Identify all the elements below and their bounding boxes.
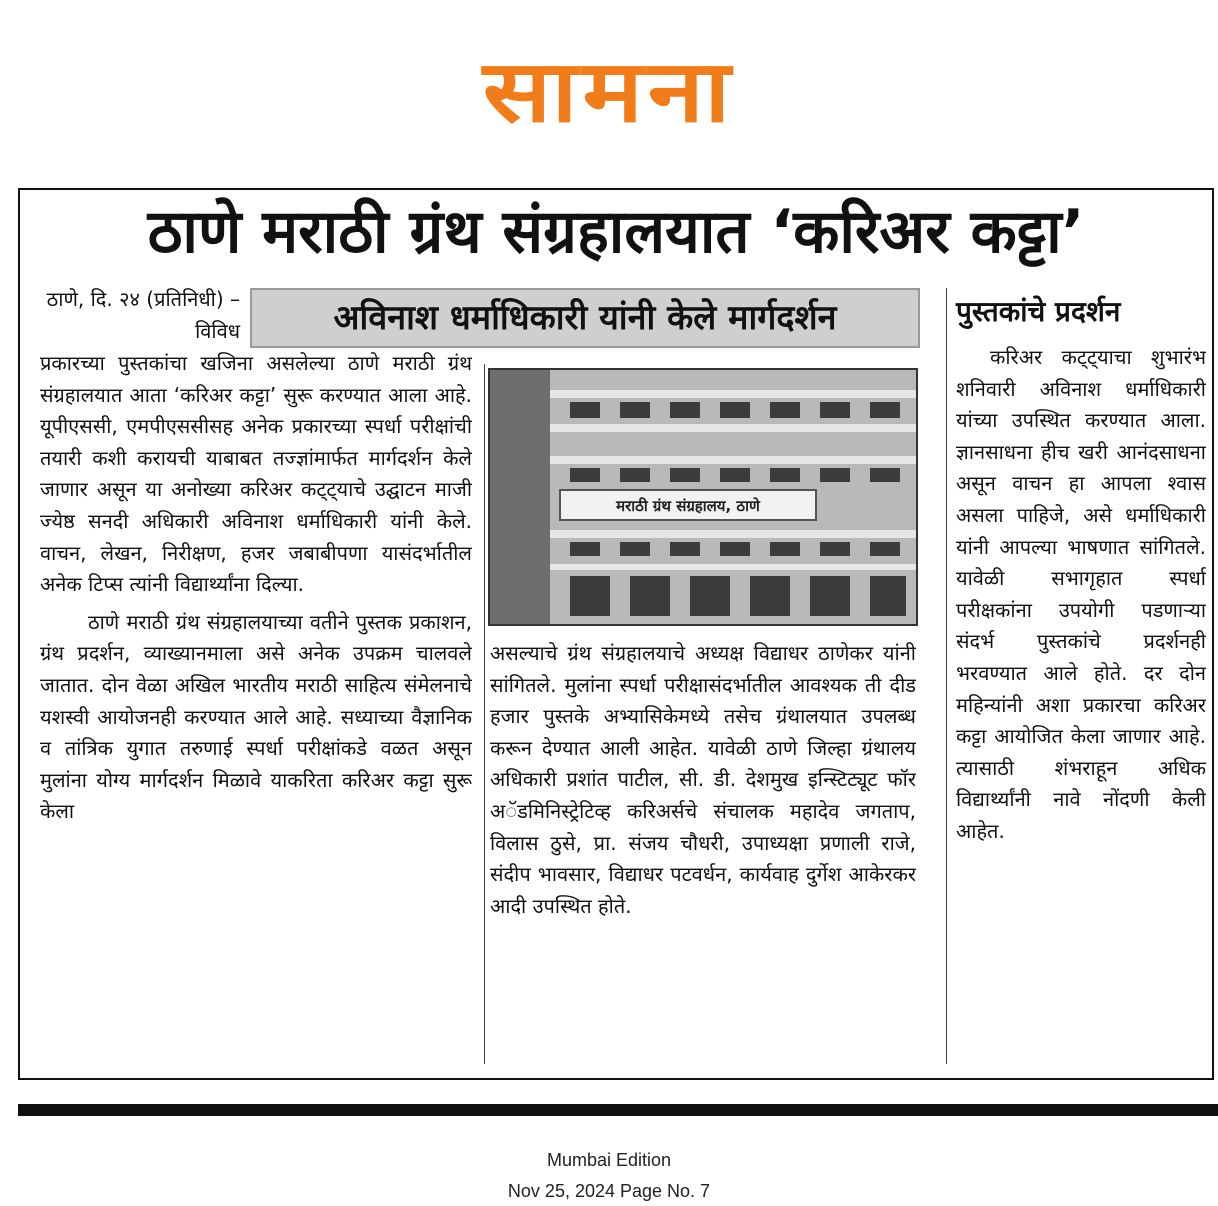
building-sign-text: मराठी ग्रंथ संग्रहालय, ठाणे <box>616 497 760 515</box>
article-paragraph: ठाणे मराठी ग्रंथ संग्रहालयाच्या वतीने पुस्तक प्रकाशन, ग्रंथ प्रदर्शन, व्याख्यानमाला असे अनेक उपक्रम चालवले जातात. दोन वेळा अखिल भारतीय मराठी साहित्य संमेलनाचे यशस्वी आयोजनही करण्यात आले आहे. सध्याच्या वैज्ञानिक व तांत्रिक युगात तरुणाई स्पर्धा परीक्षांकडे वळत असून मुलांना योग्य मार्गदर्शन मिळावे याकरिता करिअर कट्टा सुरू केला <box>40 609 472 824</box>
article-paragraph: करिअर कट्ट्याचा शुभारंभ शनिवारी अविनाश धर्माधिकारी यांच्या उपस्थित करण्यात आला. ज्ञानसाधना हीच खरी आनंदसाधना असून वाचन हा आपला श्वास असला पाहिजे, असे धर्माधिकारी यांनी आपल्या भाषणात सांगितले. यावेळी सभागृहात स्पर्धा परीक्षकांना उपयोगी पडणाऱ्या संदर्भ पुस्तकांचे प्रदर्शनही भरवण्यात आले होते. दर दोन महिन्यांनी अशा प्रकारचा करिअर कट्टा आयोजित केला जाणार आहे. त्यासाठी शंभराहून अधिक विद्यार्थ्यांनी नावे नोंदणी केली आहेत. <box>956 345 1206 843</box>
column-divider <box>484 364 485 1064</box>
edition-name: Mumbai Edition <box>546 1150 672 1170</box>
sidebar-heading: पुस्तकांचे प्रदर्शन <box>956 295 1121 328</box>
masthead-logo-text: सामना <box>482 42 736 142</box>
article-paragraph: असल्याचे ग्रंथ संग्रहालयाचे अध्यक्ष विद्याधर ठाणेकर यांनी सांगितले. मुलांना स्पर्धा परीक्षासंदर्भातील आवश्यक ती दीड हजार पुस्तके अभ्यासिकेमध्ये तसेच ग्रंथालयात उपलब्ध करून देण्यात आली आहेत. यावेळी ठाणे जिल्हा ग्रंथालय अधिकारी प्रशांत पाटील, सी. डी. देशमुख इन्स्टिट्यूट फॉर अॅडमिनिस्ट्रेटिव्ह करिअर्सचे संचालक महादेव जगताप, विलास ठुसे, प्रा. संजय चौधरी, उपाध्यक्षा प्रणाली राजे, संदीप भावसार, विद्याधर पटवर्धन, कार्यवाह दुर्गेश आकेरकर आदी उपस्थित होते. <box>490 641 916 918</box>
article-column-3 <box>956 342 1206 1062</box>
article-column-1 <box>40 348 472 1060</box>
footer-rule <box>18 1104 1218 1116</box>
article-column-2 <box>490 638 916 1058</box>
article-dateline: ठाणे, दि. २४ (प्रतिनिधी) – विविध <box>46 287 240 343</box>
edition-date-page: Nov 25, 2024 Page No. 7 <box>507 1181 711 1201</box>
building-illustration <box>490 370 916 624</box>
newspaper-masthead <box>0 42 1218 142</box>
article-paragraph: प्रकारच्या पुस्तकांचा खजिना असलेल्या ठाणे मराठी ग्रंथ संग्रहालयात आता ‘करिअर कट्टा’ सुरू करण्यात आला आहे. यूपीएससी, एमपीएससीसह अनेक प्रकारच्या स्पर्धा परीक्षांची तयारी कशी करायची याबाबत तज्ज्ञांमार्फत मार्गदर्शन केले जाणार असून या अनोख्या करिअर कट्ट्याचे उद्घाटन माजी ज्येष्ठ सनदी अधिकारी अविनाश धर्माधिकारी यांनी केले. वाचन, लेखन, निरीक्षण, हजर जबाबीपणा यासंदर्भातील अनेक टिप्स त्यांनी विद्यार्थ्यांना दिल्या. <box>40 351 472 597</box>
article-subheadline: अविनाश धर्माधिकारी यांनी केले मार्गदर्शन <box>250 288 920 348</box>
library-building-photo <box>488 368 918 626</box>
column-divider <box>946 288 947 1064</box>
article-headline: ठाणे मराठी ग्रंथ संग्रहालयात ‘करिअर कट्टा’ <box>147 197 1085 267</box>
news-clipping <box>18 188 1214 1080</box>
